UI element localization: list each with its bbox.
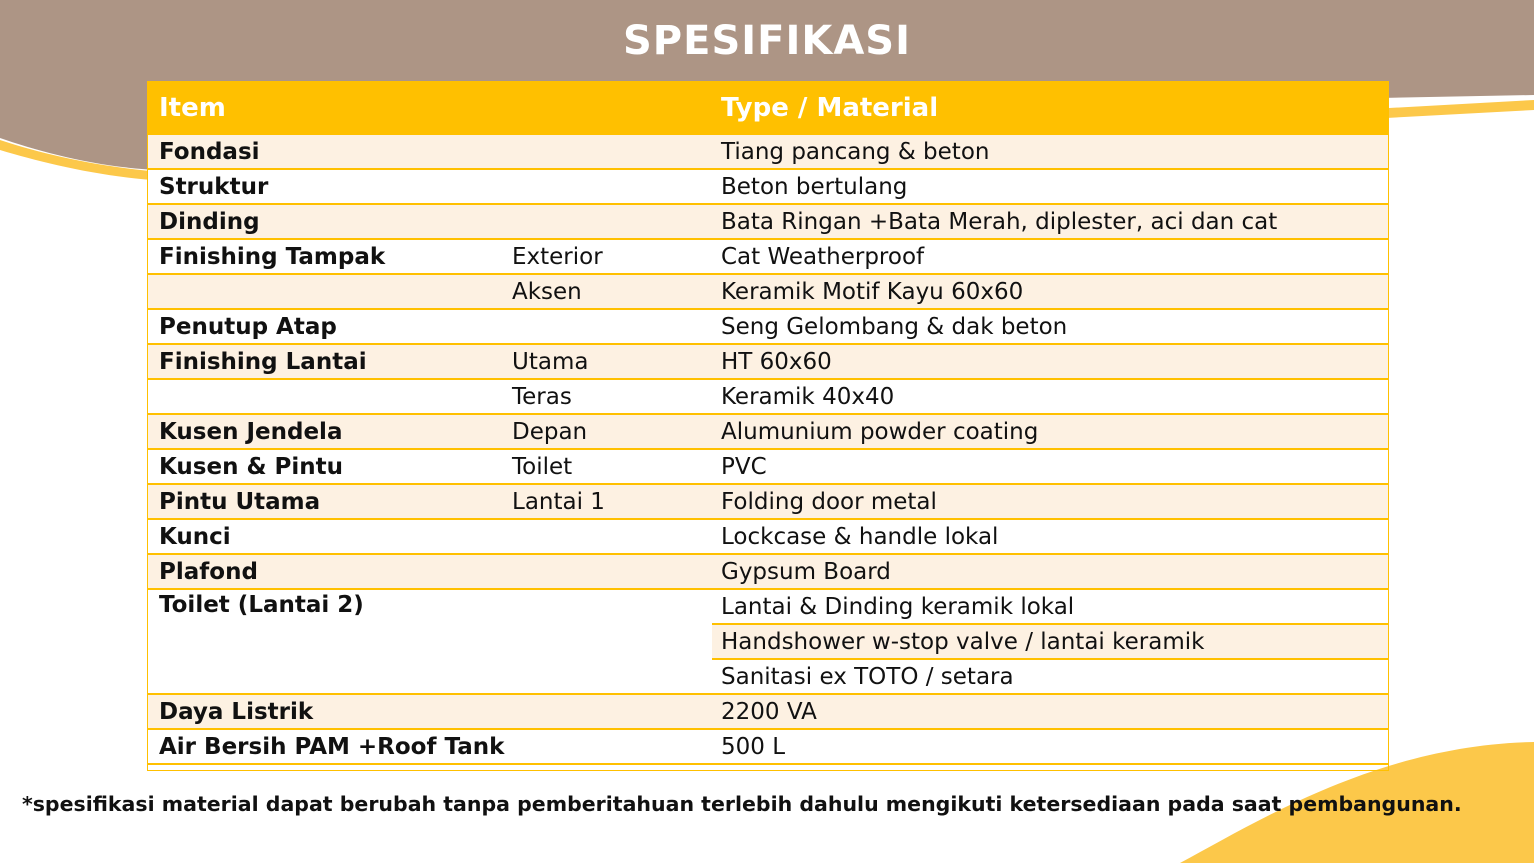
row-item: Toilet (Lantai 2) (148, 589, 501, 694)
row-item: Finishing Tampak (148, 239, 501, 274)
row-item: Finishing Lantai (148, 344, 501, 379)
row-item: Air Bersih PAM +Roof Tank (148, 729, 501, 764)
row-material: Folding door metal (712, 484, 1388, 519)
row-item: Pintu Utama (148, 484, 501, 519)
row-item: Penutup Atap (148, 309, 501, 344)
row-sub (501, 554, 712, 589)
row-item: Fondasi (148, 135, 501, 169)
row-material: Beton bertulang (712, 169, 1388, 204)
footnote: *spesifikasi material dapat berubah tanpa pemberitahuan terlebih dahulu mengikuti ketersediaan pada saat pembangunan. (22, 792, 1462, 816)
row-material: Seng Gelombang & dak beton (712, 309, 1388, 344)
row-sub (501, 135, 712, 169)
row-sub: Aksen (501, 274, 712, 309)
row-material: Keramik Motif Kayu 60x60 (712, 274, 1388, 309)
row-item: Dinding (148, 204, 501, 239)
row-material: PVC (712, 449, 1388, 484)
specification-table (148, 81, 1388, 765)
row-sub (501, 589, 712, 694)
row-sub (501, 729, 712, 764)
row-sub: Utama (501, 344, 712, 379)
row-sub: Teras (501, 379, 712, 414)
row-material: Cat Weatherproof (712, 239, 1388, 274)
table-row (148, 449, 1388, 484)
header-item: Item (148, 81, 501, 135)
row-material: Gypsum Board (712, 554, 1388, 589)
table-row (148, 274, 1388, 309)
row-item (148, 274, 501, 309)
row-item: Struktur (148, 169, 501, 204)
table-row (148, 344, 1388, 379)
row-sub (501, 694, 712, 729)
row-sub (501, 169, 712, 204)
row-material: 2200 VA (712, 694, 1388, 729)
row-material: HT 60x60 (712, 344, 1388, 379)
header-sub (501, 81, 712, 135)
row-material: Lockcase & handle lokal (712, 519, 1388, 554)
row-material: Bata Ringan +Bata Merah, diplester, aci dan cat (712, 204, 1388, 239)
row-material: Handshower w-stop valve / lantai keramik (712, 624, 1388, 659)
table-row (148, 589, 1388, 624)
row-material: Tiang pancang & beton (712, 135, 1388, 169)
row-sub: Depan (501, 414, 712, 449)
row-sub (501, 309, 712, 344)
row-material: Keramik 40x40 (712, 379, 1388, 414)
page-title: SPESIFIKASI (623, 18, 911, 64)
row-item: Kusen Jendela (148, 414, 501, 449)
row-item (148, 379, 501, 414)
row-item: Plafond (148, 554, 501, 589)
table-row (148, 309, 1388, 344)
table-row (148, 204, 1388, 239)
row-sub (501, 519, 712, 554)
row-item: Daya Listrik (148, 694, 501, 729)
row-sub (501, 204, 712, 239)
row-sub: Lantai 1 (501, 484, 712, 519)
table-row (148, 519, 1388, 554)
table-row (148, 379, 1388, 414)
row-item: Kunci (148, 519, 501, 554)
table-header-row (148, 81, 1388, 135)
table-row (148, 414, 1388, 449)
table-row (148, 169, 1388, 204)
header-material: Type / Material (712, 81, 1388, 135)
row-sub: Toilet (501, 449, 712, 484)
table-row (148, 694, 1388, 729)
table-row (148, 484, 1388, 519)
table-row (148, 239, 1388, 274)
table-row (148, 554, 1388, 589)
table-row (148, 135, 1388, 169)
row-material: 500 L (712, 729, 1388, 764)
row-material: Sanitasi ex TOTO / setara (712, 659, 1388, 694)
row-sub: Exterior (501, 239, 712, 274)
table-row (148, 729, 1388, 764)
row-item: Kusen & Pintu (148, 449, 501, 484)
row-material: Lantai & Dinding keramik lokal (712, 589, 1388, 624)
row-material: Alumunium powder coating (712, 414, 1388, 449)
